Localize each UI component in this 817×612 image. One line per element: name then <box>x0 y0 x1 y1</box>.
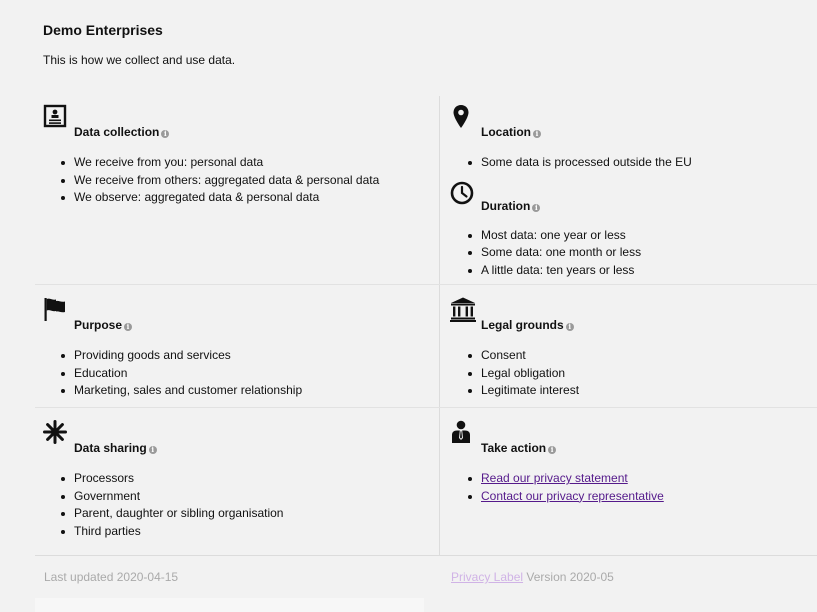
list-item: Legitimate interest <box>481 382 579 400</box>
section-data-collection <box>43 104 379 207</box>
row-divider <box>35 407 817 408</box>
flag-icon <box>43 297 69 323</box>
list-item: A little data: ten years or less <box>481 262 692 280</box>
intro-text: This is how we collect and use data. <box>43 53 236 67</box>
courthouse-icon <box>450 297 476 323</box>
section-title: Duration i <box>481 198 540 214</box>
list-item: Legal obligation <box>481 365 579 383</box>
person-icon <box>450 420 476 446</box>
last-updated: Last updated 2020-04-15 <box>44 570 179 584</box>
list-item: Providing goods and services <box>74 347 302 365</box>
list-item: Education <box>74 365 302 383</box>
list-item: We observe: aggregated data & personal data <box>74 189 379 207</box>
list-item <box>481 488 664 506</box>
section-title: Legal grounds i <box>481 317 574 333</box>
list-item: Parent, daughter or sibling organisation <box>74 505 283 523</box>
section-legal-grounds <box>450 297 579 400</box>
privacy-label-link[interactable]: Privacy Label <box>451 570 524 584</box>
purpose-list <box>43 347 302 400</box>
section-purpose <box>43 297 302 400</box>
section-title: Data sharing i <box>74 440 157 456</box>
company-name: Demo Enterprises <box>43 22 163 38</box>
list-item: Processors <box>74 470 283 488</box>
section-duration <box>450 175 692 213</box>
info-icon[interactable]: i <box>533 130 541 138</box>
clock-icon <box>450 181 476 207</box>
take-action-list <box>450 470 664 505</box>
list-item: Third parties <box>74 523 283 541</box>
data-collection-list <box>43 154 379 207</box>
info-icon[interactable]: i <box>124 323 132 331</box>
info-icon[interactable]: i <box>161 130 169 138</box>
column-divider <box>439 96 440 556</box>
privacy-representative-link[interactable]: Contact our privacy representative <box>481 488 664 503</box>
version-text: Version 2020-05 <box>526 570 614 584</box>
footer-version <box>451 569 614 585</box>
section-title: Location i <box>481 124 541 140</box>
list-item: Some data is processed outside the EU <box>481 154 692 172</box>
data-sharing-list <box>43 470 283 540</box>
list-item: Some data: one month or less <box>481 244 692 262</box>
info-icon[interactable]: i <box>566 323 574 331</box>
section-title: Take action i <box>481 440 556 456</box>
info-icon[interactable]: i <box>149 446 157 454</box>
list-item: Government <box>74 488 283 506</box>
list-item: Most data: one year or less <box>481 227 692 245</box>
list-item: Marketing, sales and customer relationship <box>74 382 302 400</box>
list-item: Consent <box>481 347 579 365</box>
section-take-action <box>450 420 664 505</box>
id-card-icon <box>43 104 69 130</box>
section-location <box>450 104 692 279</box>
bottom-strip <box>35 598 424 612</box>
privacy-label-grid <box>35 96 817 556</box>
map-pin-icon <box>450 104 476 130</box>
list-item: We receive from you: personal data <box>74 154 379 172</box>
section-data-sharing <box>43 420 283 540</box>
list-item: We receive from others: aggregated data & personal data <box>74 172 379 190</box>
info-icon[interactable]: i <box>548 446 556 454</box>
section-title: Data collection i <box>74 124 169 140</box>
privacy-statement-link[interactable]: Read our privacy statement <box>481 471 628 485</box>
section-title: Purpose i <box>74 317 132 333</box>
asterisk-icon <box>43 420 69 446</box>
list-item <box>481 470 664 488</box>
info-icon[interactable]: i <box>532 204 540 212</box>
row-divider <box>35 284 817 285</box>
duration-list <box>450 227 692 280</box>
location-list <box>450 154 692 172</box>
legal-grounds-list <box>450 347 579 400</box>
